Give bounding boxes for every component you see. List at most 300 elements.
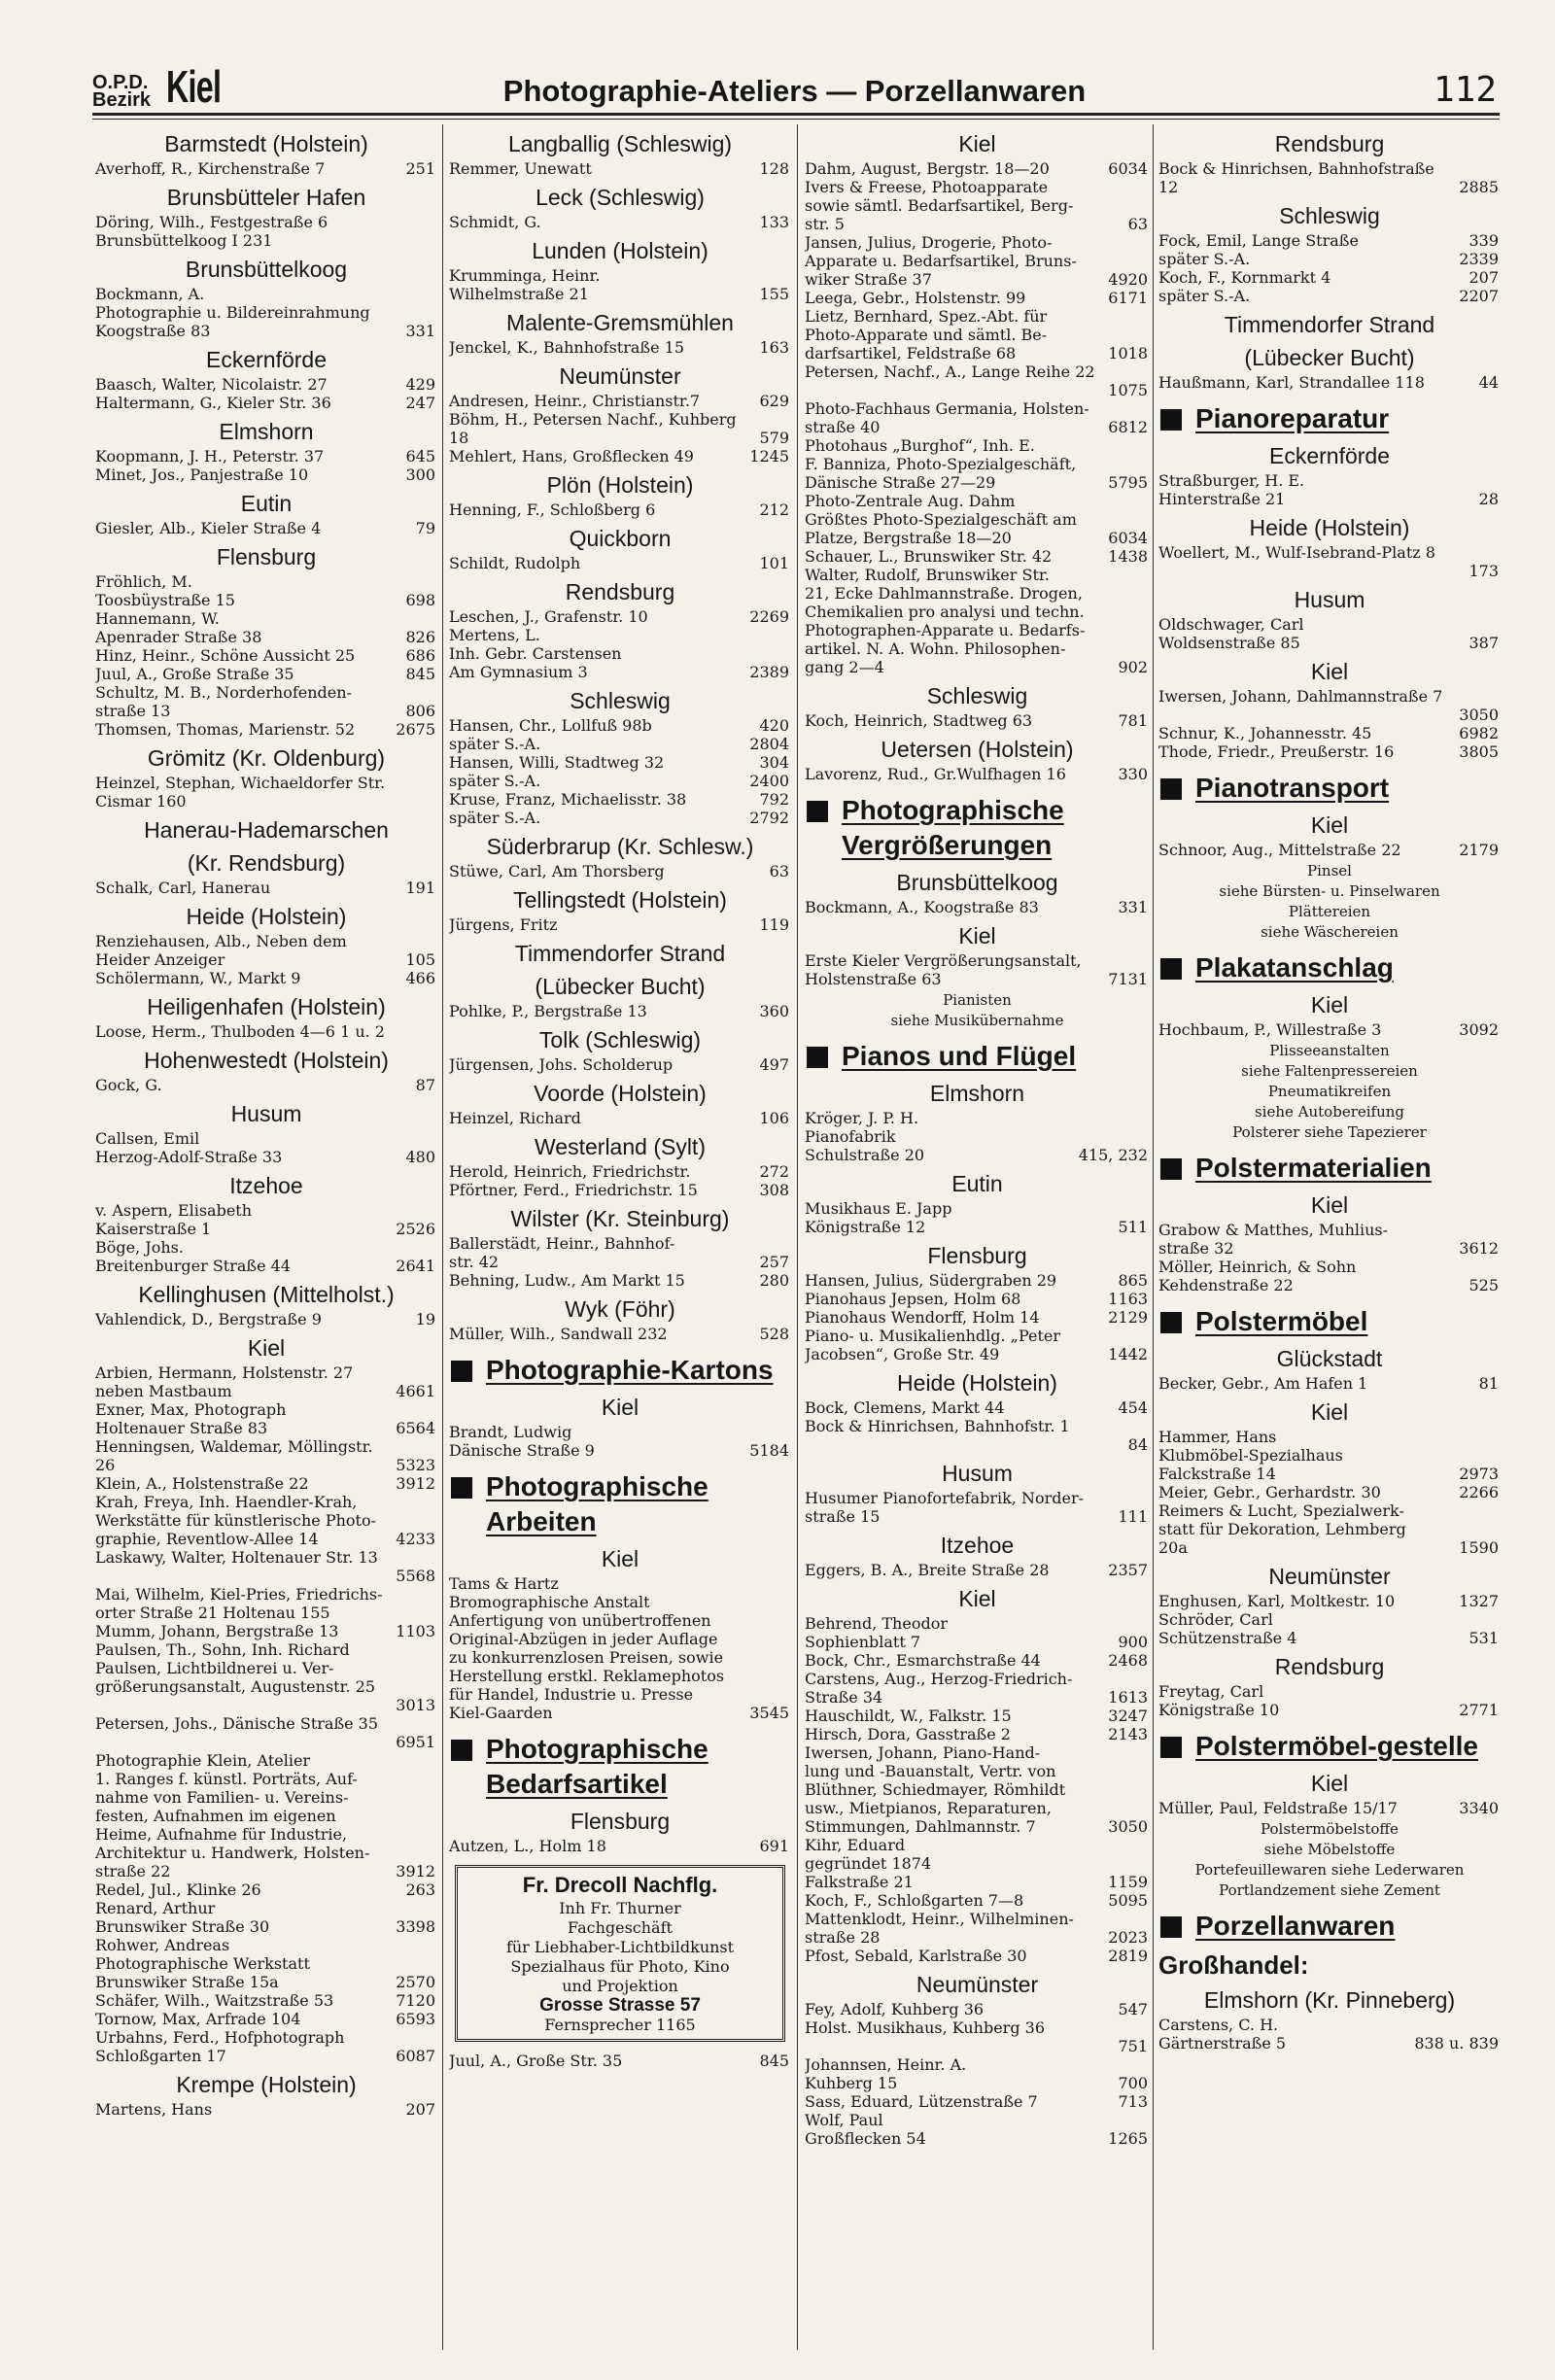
listing-entry — [1158, 471, 1501, 490]
listing-text: Schröder, Carl — [1158, 1610, 1273, 1629]
listing-text: Photographie u. Bildereinrahmung — [95, 303, 370, 322]
town-heading: Krempe (Holstein) — [176, 2072, 357, 2097]
phone-number: 1327 — [1459, 1592, 1499, 1610]
town-heading: Rendsburg — [1274, 1654, 1385, 1679]
phone-number: 1075 — [1108, 381, 1148, 399]
page-title: Photographie-Ateliers — Porzellanwaren — [502, 74, 1087, 108]
listing-text — [95, 1696, 100, 1714]
phone-number: 3612 — [1459, 1239, 1499, 1258]
city-name: Kiel — [166, 61, 222, 112]
column-divider — [442, 124, 443, 2350]
section-title: Polstermaterialien — [1195, 1153, 1432, 1183]
phone-number: 5323 — [396, 1456, 435, 1474]
listing-text: Haltermann, G., Kieler Str. 36 — [95, 394, 331, 412]
listing-text: Fröhlich, M. — [95, 572, 192, 591]
listing-text: Photo-Fachhaus Germania, Holsten- — [805, 399, 1089, 418]
phone-number: 1438 — [1108, 547, 1148, 566]
page-header — [92, 60, 1497, 119]
listing-text: Arbien, Hermann, Holstenstr. 27 — [95, 1363, 354, 1382]
listing-entry — [805, 2111, 1150, 2129]
phone-number: 247 — [405, 394, 435, 412]
listing-text: Gärtnerstraße 5 — [1158, 2034, 1287, 2052]
listing-text: Petersen, Nachf., A., Lange Reihe 22 — [805, 362, 1095, 381]
listing-text: Großflecken 54 — [805, 2129, 926, 2148]
listing-text: Schildt, Rudolph — [449, 554, 581, 572]
section-title: Polstermöbel-gestelle — [1195, 1731, 1478, 1761]
phone-number: 2973 — [1459, 1465, 1499, 1483]
listing-entry — [1158, 634, 1501, 652]
listing-text: Original-Abzügen in jeder Auflage — [449, 1630, 718, 1648]
town-heading: Kellinghusen (Mittelholst.) — [138, 1282, 395, 1307]
listing-entry — [805, 1435, 1150, 1454]
listing-text: Piano- u. Musikalienhdlg. „Peter — [805, 1327, 1061, 1345]
phone-number: 2400 — [749, 772, 789, 790]
phone-number: 2207 — [1459, 287, 1499, 305]
phone-number: 645 — [405, 447, 435, 466]
subheading: Großhandel: — [1158, 1950, 1309, 1980]
listing-entry — [95, 466, 437, 484]
listing-entry — [95, 1530, 437, 1548]
listing-text: Johannsen, Heinr. A. — [805, 2055, 967, 2074]
listing-text: Musikhaus E. Japp — [805, 1199, 952, 1218]
listing-text: Cismar 160 — [95, 792, 187, 811]
listing-entry — [449, 1704, 791, 1722]
cross-reference: Plättereien — [1288, 903, 1371, 920]
listing-entry — [1158, 1701, 1501, 1719]
phone-number: 2675 — [396, 720, 435, 739]
section-marker-icon — [807, 801, 828, 822]
phone-number: 547 — [1118, 2000, 1148, 2018]
listing-text: Minet, Jos., Panjestraße 10 — [95, 466, 309, 484]
listing-entry — [805, 1109, 1150, 1127]
listing-entry — [805, 2000, 1150, 2018]
listing-text: Iwersen, Johann, Piano-Hand- — [805, 1743, 1041, 1762]
town-heading: Kiel — [247, 1335, 286, 1361]
listing-entry — [805, 566, 1150, 584]
town-heading: Elmshorn (Kr. Pinneberg) — [1203, 1987, 1456, 2013]
listing-text: 20a — [1158, 1538, 1188, 1557]
phone-number: 2269 — [749, 607, 789, 626]
listing-entry — [95, 1148, 437, 1166]
listing-text: Photographie Klein, Atelier — [95, 1751, 311, 1770]
listing-text: später S.-A. — [449, 809, 541, 827]
listing-entry — [95, 375, 437, 394]
phone-number: 251 — [405, 159, 435, 178]
listing-text: Photographische Werkstatt — [95, 1954, 310, 1973]
listing-entry — [449, 266, 791, 285]
phone-number: 111 — [1118, 1507, 1148, 1526]
listing-text: Bock, Chr., Esmarchstraße 44 — [805, 1651, 1041, 1670]
listing-entry — [805, 1507, 1150, 1526]
listing-text: Böhm, H., Petersen Nachf., Kuhberg — [449, 410, 737, 429]
listing-text: Hansen, Julius, Südergraben 29 — [805, 1271, 1057, 1290]
section-marker-icon — [1160, 1737, 1182, 1758]
listing-text: Carstens, Aug., Herzog-Friedrich- — [805, 1670, 1073, 1688]
listing-text: Schalk, Carl, Hanerau — [95, 879, 271, 897]
cross-reference: Portefeuillewaren siehe Lederwaren — [1194, 1861, 1465, 1879]
listing-entry — [449, 1667, 791, 1685]
town-heading: Schleswig — [570, 688, 671, 713]
listing-entry — [449, 1611, 791, 1630]
listing-text: Bock & Hinrichsen, Bahnhofstraße — [1158, 159, 1434, 178]
listing-entry — [805, 1398, 1150, 1417]
listing-text: Henningsen, Waldemar, Möllingstr. — [95, 1437, 373, 1456]
listing-entry — [805, 473, 1150, 492]
listing-entry — [1158, 231, 1501, 250]
phone-number: 5795 — [1108, 473, 1148, 492]
listing-entry — [805, 2018, 1150, 2037]
listing-text: Hinz, Heinr., Schöne Aussicht 25 — [95, 646, 356, 665]
listing-text: nahme von Familien- u. Vereins- — [95, 1788, 349, 1807]
listing-entry — [805, 159, 1150, 178]
listing-text: Sophienblatt 7 — [805, 1633, 921, 1651]
listing-text: festen, Aufnahmen im eigenen — [95, 1807, 336, 1825]
listing-text: Becker, Gebr., Am Hafen 1 — [1158, 1374, 1368, 1393]
listing-text: v. Aspern, Elisabeth — [95, 1201, 253, 1220]
phone-number: 119 — [759, 915, 789, 934]
phone-number: 686 — [405, 646, 435, 665]
listing-text: Henning, F., Schloßberg 6 — [449, 500, 656, 519]
listing-entry — [805, 1327, 1150, 1345]
listing-text — [1158, 706, 1163, 724]
listing-entry — [95, 1807, 437, 1825]
listing-entry — [95, 1936, 437, 1954]
listing-text: später S.-A. — [1158, 287, 1251, 305]
listing-text: statt für Dekoration, Lehmberg — [1158, 1520, 1406, 1538]
listing-text: Meier, Gebr., Gerhardstr. 30 — [1158, 1483, 1381, 1501]
listing-text: Grabow & Matthes, Muhlius- — [1158, 1221, 1389, 1239]
listing-text: Schäfer, Wilh., Waitzstraße 53 — [95, 1991, 334, 2010]
listing-entry — [805, 418, 1150, 436]
listing-text: Koch, Heinrich, Stadtweg 63 — [805, 711, 1033, 730]
listing-text: Kruse, Franz, Michaelisstr. 38 — [449, 790, 687, 809]
phone-number: 2357 — [1108, 1561, 1148, 1579]
listing-entry — [449, 862, 791, 880]
section-heading — [449, 1469, 791, 1539]
listing-entry — [805, 603, 1150, 621]
listing-entry — [805, 1707, 1150, 1725]
phone-number: 163 — [759, 338, 789, 357]
listing-entry — [805, 1651, 1150, 1670]
section-title: Pianoreparatur — [1195, 403, 1390, 433]
listing-entry — [95, 519, 437, 537]
section-marker-icon — [807, 1047, 828, 1068]
town-heading: (Lübecker Bucht) — [1244, 345, 1415, 370]
listing-text: Döring, Wilh., Festgestraße 6 — [95, 213, 328, 231]
listing-entry — [95, 969, 437, 987]
listing-text: Laskawy, Walter, Holtenauer Str. 13 — [95, 1548, 378, 1567]
listing-entry — [95, 1400, 437, 1419]
phone-number: 79 — [415, 519, 435, 537]
listing-text: Koch, F., Kornmarkt 4 — [1158, 268, 1331, 287]
listing-entry — [95, 285, 437, 303]
section-heading — [1158, 401, 1501, 436]
listing-text: Inh. Gebr. Carstensen — [449, 644, 622, 663]
listing-text: Oldschwager, Carl — [1158, 615, 1304, 634]
district-label: O.P.D. Bezirk — [92, 72, 152, 111]
listing-entry — [95, 1640, 437, 1659]
listing-entry — [805, 1417, 1150, 1435]
listing-text: graphie, Reventlow-Allee 14 — [95, 1530, 319, 1548]
phone-number: 3398 — [396, 1917, 435, 1936]
town-heading: Brunsbütteler Hafen — [166, 185, 366, 210]
phone-number: 865 — [1118, 1271, 1148, 1290]
listing-entry — [805, 215, 1150, 233]
town-heading: Malente-Gremsmühlen — [506, 310, 734, 335]
town-heading: Heiligenhafen (Holstein) — [147, 994, 386, 1019]
listing-text: Dahm, August, Bergstr. 18—20 — [805, 159, 1050, 178]
listing-entry — [1158, 373, 1501, 392]
listing-text: Averhoff, R., Kirchenstraße 7 — [95, 159, 326, 178]
listing-entry — [95, 1954, 437, 1973]
listing-entry — [95, 1973, 437, 1991]
town-heading: Heide (Holstein) — [186, 904, 347, 929]
listing-text: Behning, Ludw., Am Markt 15 — [449, 1271, 685, 1290]
town-heading: Wilster (Kr. Steinburg) — [510, 1206, 730, 1231]
advertisement-line: und Projektion — [562, 1977, 678, 1995]
listing-entry — [805, 1561, 1150, 1579]
town-heading: Schleswig — [926, 683, 1028, 708]
phone-number: 698 — [405, 591, 435, 609]
section-heading — [805, 793, 1150, 863]
listing-entry — [95, 1493, 437, 1511]
phone-number: 845 — [405, 665, 435, 683]
listing-entry — [805, 1688, 1150, 1707]
listing-text: Renard, Arthur — [95, 1899, 216, 1917]
phone-number: 7131 — [1108, 970, 1148, 988]
listing-entry — [449, 1234, 791, 1253]
phone-number: 6812 — [1108, 418, 1148, 436]
listing-text: Freytag, Carl — [1158, 1682, 1264, 1701]
advertisement-line: für Liebhaber-Lichtbildkunst — [505, 1938, 735, 1956]
listing-text: straße 22 — [95, 1862, 171, 1880]
phone-number: 263 — [405, 1880, 435, 1899]
phone-number: 207 — [405, 2100, 435, 2119]
phone-number: 257 — [759, 1253, 789, 1271]
listing-entry — [95, 1076, 437, 1094]
listing-text: Heinzel, Stephan, Wichaeldorfer Str. — [95, 774, 386, 792]
town-heading: Süderbrarup (Kr. Schlesw.) — [486, 834, 754, 859]
listing-entry — [805, 547, 1150, 566]
listing-text: Königstraße 12 — [805, 1218, 926, 1236]
listing-entry — [95, 322, 437, 340]
listing-text: darfsartikel, Feldstraße 68 — [805, 344, 1017, 362]
listing-entry — [95, 1129, 437, 1148]
phone-number: 497 — [759, 1055, 789, 1074]
listing-text: Schützenstraße 4 — [1158, 1629, 1297, 1647]
town-heading: Voorde (Holstein) — [534, 1081, 707, 1106]
listing-text: Mertens, L. — [449, 626, 540, 644]
listing-entry — [95, 1880, 437, 1899]
listing-entry — [805, 711, 1150, 730]
phone-number: 105 — [405, 950, 435, 969]
listing-text: Behrend, Theodor — [805, 1614, 948, 1633]
listing-text: Holst. Musikhaus, Kuhberg 36 — [805, 2018, 1046, 2037]
listing-entry — [95, 1567, 437, 1585]
listing-entry — [449, 716, 791, 735]
listing-text: Schloßgarten 17 — [95, 2047, 226, 2065]
phone-number: 1245 — [749, 447, 789, 466]
town-heading: Kiel — [1310, 659, 1349, 684]
listing-entry — [449, 500, 791, 519]
phone-number: 2804 — [749, 735, 789, 753]
listing-entry — [805, 1873, 1150, 1891]
listing-text: Platze, Bergstraße 18—20 — [805, 529, 1012, 547]
listing-entry — [95, 1022, 437, 1041]
phone-number: 6593 — [396, 2010, 435, 2028]
listing-entry — [805, 1633, 1150, 1651]
phone-number: 2819 — [1108, 1947, 1148, 1965]
listing-entry — [95, 1825, 437, 1844]
phone-number: 806 — [405, 702, 435, 720]
cross-reference: siehe Wäschereien — [1261, 923, 1399, 941]
listing-entry — [95, 1310, 437, 1328]
town-heading: Kiel — [601, 1546, 639, 1571]
listing-entry — [95, 1696, 437, 1714]
phone-number: 3545 — [749, 1704, 789, 1722]
listing-entry — [805, 492, 1150, 510]
town-heading: Itzehoe — [940, 1533, 1015, 1558]
listing-text — [95, 1567, 100, 1585]
listing-text: Schulstraße 20 — [805, 1146, 925, 1164]
phone-number: 792 — [759, 790, 789, 809]
listing-entry — [449, 753, 791, 772]
listing-entry — [95, 2028, 437, 2047]
listing-text: Hammer, Hans — [1158, 1428, 1277, 1446]
listing-text: Wilhelmstraße 21 — [449, 285, 589, 303]
listing-entry — [805, 326, 1150, 344]
listing-text: Pianofabrik — [805, 1127, 896, 1146]
listing-entry — [805, 1199, 1150, 1218]
listing-text: Mai, Wilhelm, Kiel-Pries, Friedrichs- — [95, 1585, 383, 1604]
listing-entry — [805, 510, 1150, 529]
town-heading: Tolk (Schleswig) — [538, 1027, 702, 1052]
listing-entry — [95, 1585, 437, 1604]
town-heading: Heide (Holstein) — [897, 1370, 1057, 1396]
town-heading: Westerland (Sylt) — [535, 1134, 706, 1159]
listing-text: Anfertigung von unübertroffenen — [449, 1611, 711, 1630]
phone-number: 63 — [1127, 215, 1148, 233]
phone-number: 420 — [759, 716, 789, 735]
listing-text: orter Straße 21 Holtenau 155 — [95, 1604, 330, 1622]
listing-text: F. Banniza, Photo-Spezialgeschäft, — [805, 455, 1077, 473]
listing-text: zu konkurrenzlosen Preisen, sowie — [449, 1648, 724, 1667]
listing-text: gang 2—4 — [805, 658, 884, 676]
phone-number: 2143 — [1108, 1725, 1148, 1743]
town-heading: Kiel — [958, 1586, 996, 1611]
listing-text: Callsen, Emil — [95, 1129, 200, 1148]
phone-number: 272 — [759, 1162, 789, 1181]
listing-text: neben Mastbaum — [95, 1382, 232, 1400]
listing-entry — [449, 663, 791, 681]
phone-number: 19 — [415, 1310, 435, 1328]
listing-text — [95, 1733, 100, 1751]
phone-number: 304 — [759, 753, 789, 772]
listing-entry — [805, 765, 1150, 783]
listing-entry — [449, 1630, 791, 1648]
phone-number: 81 — [1478, 1374, 1499, 1393]
listing-entry — [449, 285, 791, 303]
listing-entry — [95, 879, 437, 897]
cross-reference: siehe Bürsten- u. Pinselwaren — [1219, 882, 1440, 900]
listing-entry — [449, 338, 791, 357]
listing-entry — [449, 1002, 791, 1020]
town-heading: Hanerau-Hademarschen — [144, 817, 389, 843]
listing-text: Koopmann, J. H., Peterstr. 37 — [95, 447, 325, 466]
listing-text: Breitenburger Straße 44 — [95, 1257, 292, 1275]
listing-text: Kiel-Gaarden — [449, 1704, 553, 1722]
listing-text: straße 15 — [805, 1507, 881, 1526]
listing-text: Photo-Apparate und sämtl. Be- — [805, 326, 1048, 344]
listing-entry — [805, 1290, 1150, 1308]
listing-text: 21, Ecke Dahlmannstraße. Drogen, — [805, 584, 1083, 603]
listing-text: Husumer Pianofortefabrik, Norder- — [805, 1489, 1084, 1507]
advertisement-line: Grosse Strasse 57 — [539, 1995, 701, 2016]
phone-number: 2389 — [749, 663, 789, 681]
listing-entry — [1158, 1374, 1501, 1393]
listing-entry — [95, 646, 437, 665]
listing-text: Kehdenstraße 22 — [1158, 1276, 1294, 1294]
listing-text: gegründet 1874 — [805, 1854, 932, 1873]
listing-text: Brunswiker Straße 15a — [95, 1973, 279, 1991]
section-title: Photographie-Kartons — [486, 1355, 774, 1385]
listing-entry — [1158, 562, 1501, 580]
listing-text: Herold, Heinrich, Friedrichstr. — [449, 1162, 691, 1181]
listing-entry — [449, 213, 791, 231]
town-heading: Neumünster — [916, 1972, 1039, 1997]
phone-number: 429 — [405, 375, 435, 394]
listing-entry — [449, 429, 791, 447]
listing-text: Blüthner, Schiedmayer, Römhildt — [805, 1780, 1066, 1799]
cross-reference: Pneumatikreifen — [1267, 1083, 1392, 1100]
town-heading: Brunsbüttelkoog — [185, 257, 348, 282]
town-heading: Eutin — [951, 1171, 1003, 1196]
listing-entry — [805, 381, 1150, 399]
town-heading: Kiel — [1310, 1771, 1349, 1796]
section-heading — [1158, 1909, 1501, 1944]
town-heading: Leck (Schleswig) — [536, 185, 705, 210]
listing-entry — [95, 1363, 437, 1382]
phone-number: 6034 — [1108, 529, 1148, 547]
section-title: Photographische Vergrößerungen — [842, 795, 1064, 860]
town-heading: Kiel — [958, 131, 996, 156]
town-heading: Flensburg — [927, 1243, 1027, 1268]
section-heading — [1158, 1151, 1501, 1186]
listing-text: Photographen-Apparate u. Bedarfs- — [805, 621, 1086, 639]
header-rule-thin — [92, 119, 1500, 120]
listing-entry — [95, 1991, 437, 2010]
listing-text: Juul, A., Große Str. 35 — [449, 2052, 623, 2070]
listing-text: Tornow, Max, Arfrade 104 — [95, 2010, 301, 2028]
listing-text: Schnur, K., Johannesstr. 45 — [1158, 724, 1372, 742]
listing-text: Straßburger, H. E. — [1158, 471, 1305, 490]
listing-text: Apparate u. Bedarfsartikel, Bruns- — [805, 252, 1077, 270]
listing-text: Redel, Jul., Klinke 26 — [95, 1880, 261, 1899]
town-heading: Timmendorfer Strand — [1224, 312, 1435, 337]
listing-entry — [1158, 841, 1501, 859]
listing-text: Baasch, Walter, Nicolaistr. 27 — [95, 375, 328, 394]
listing-entry — [449, 1685, 791, 1704]
listing-entry — [1158, 159, 1501, 178]
listing-entry — [95, 394, 437, 412]
listing-entry — [805, 1489, 1150, 1507]
listing-entry — [95, 683, 437, 702]
advertisement-line: Spezialhaus für Photo, Kino — [510, 1957, 730, 1976]
section-marker-icon — [451, 1740, 472, 1761]
town-heading: Kiel — [1310, 812, 1349, 838]
listing-text: Apenrader Straße 38 — [95, 628, 262, 646]
phone-number: 751 — [1118, 2037, 1148, 2055]
